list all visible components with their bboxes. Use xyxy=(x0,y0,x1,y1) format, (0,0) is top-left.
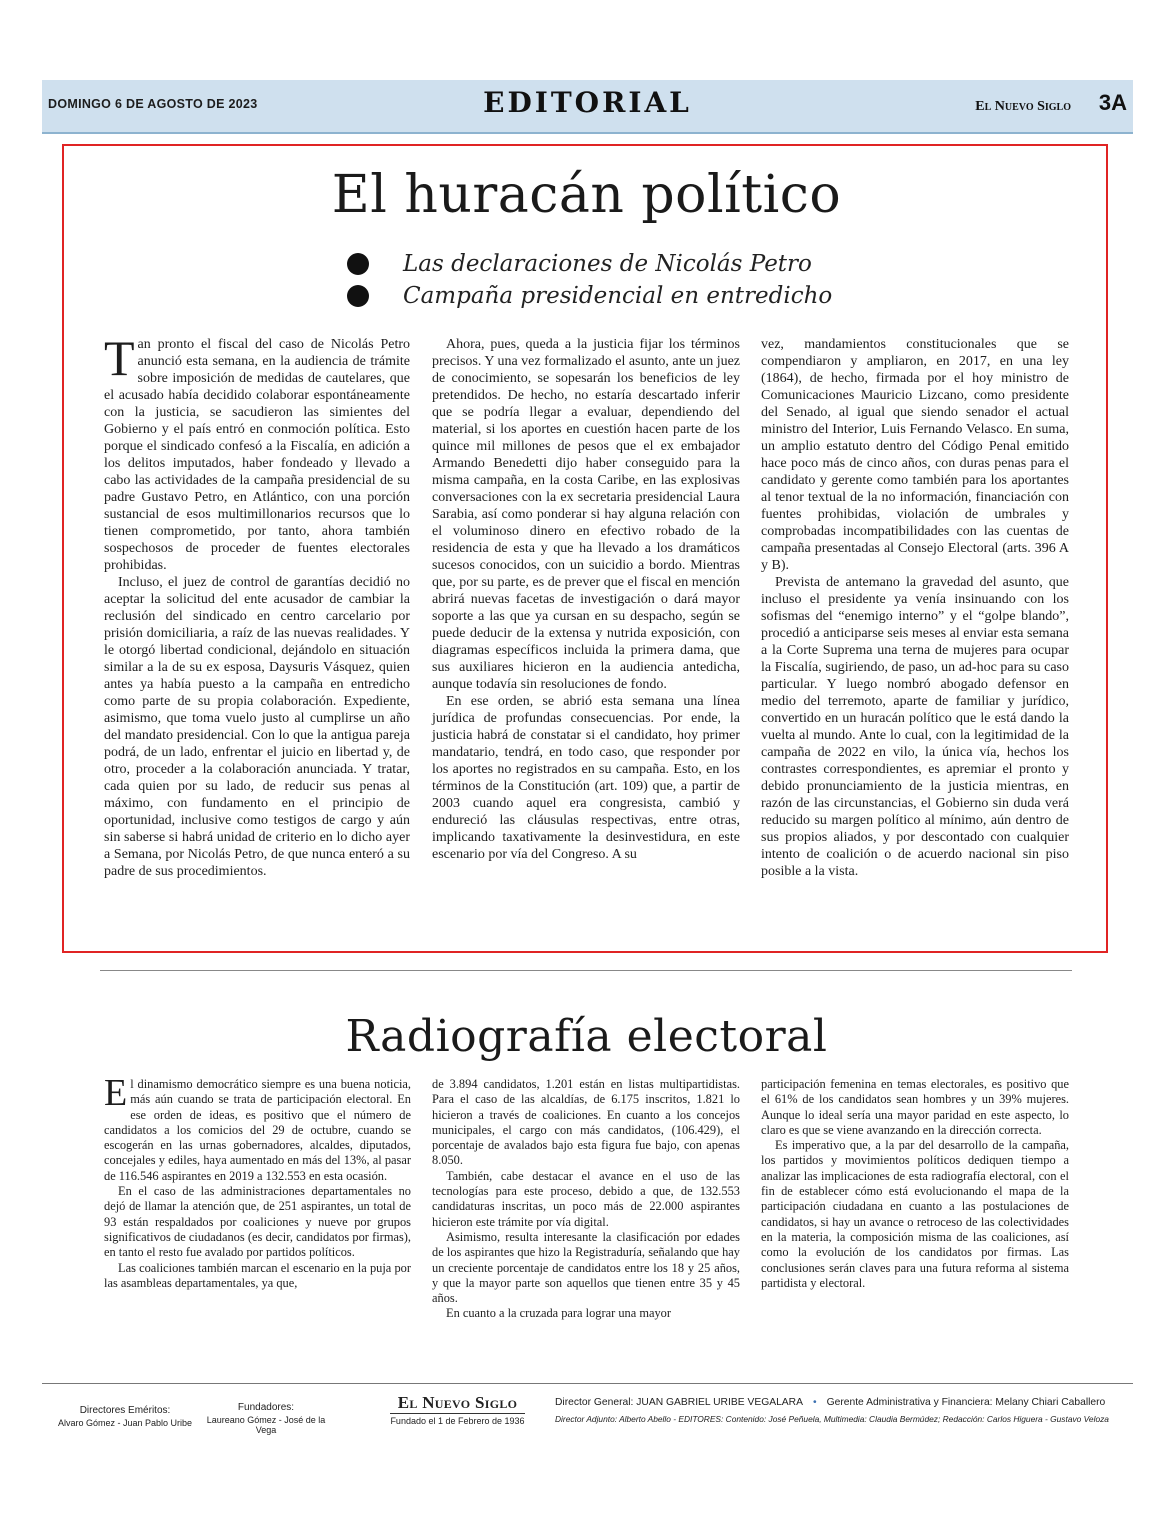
paragraph: Incluso, el juez de control de garantías decidió no aceptar la solicitud del ente acusador de cambiar la reclusión del sindicado en centro carcelario por prisión domiciliaria, a raíz de las nuevas realidades. Y le otorgó libertad condicional, dejándolo en situación similar a la de su ex esposa, Daysuris Vásquez, quien antes ya había puesto a la campaña en entredicho como parte de su propia colaboración. Expediente, asimismo, que toma vuelo justo al cumplirse un año del mandato presidencial. Con lo que la antigua pareja podrá, de un lado, enfrentar el juicio en libertad y, de otro, proceder a la colaboración anunciada. Y tratar, cada quien por su lado, de reducir sus penas al máximo, con fundamento en el principio de oportunidad, inclusive como testigos de cargo y aún sin saberse si habrá unidad de criterio en lo dicho ayer a Semana, por Nicolás Petro, de que nunca enteró a su padre de sus procedimientos. xyxy=(104,575,410,879)
footer-logo: El Nuevo Siglo xyxy=(390,1393,525,1414)
footer-names: Laureano Gómez - José de la Vega xyxy=(206,1415,326,1435)
newspaper-name: El Nuevo Siglo xyxy=(975,99,1071,114)
editorial-headline: Radiografía electoral xyxy=(345,1011,828,1062)
editorial-column-2 xyxy=(432,1077,740,1322)
editorial-column-3 xyxy=(761,336,1069,880)
drop-cap: T xyxy=(104,330,135,386)
paragraph: vez, mandamientos constitucionales que se compendiaron y ampliaron, en 2017, en una ley (1864), de hecho, firmada por el hoy ministro de Comunicaciones Mauricio Lizcano, como presidente del Senado, al igual que siendo senador el actual ministro del Interior, Luis Fernando Velasco. En suma, un amplio estatuto dentro del Código Penal emitido hace poco más de cinco años, con duras penas para el candidato y gerente como también para los aportantes al tenor textual de la no información, financiación con fuentes prohibidas, violación de umbrales y comprobadas incompatibilidades con las cuentas de campaña presentadas al Consejo Electoral (arts. 396 A y B). xyxy=(761,337,1069,573)
subtitle-text: Las declaraciones de Nicolás Petro xyxy=(403,251,812,277)
paragraph: En el caso de las administraciones departamentales no dejó de llamar la atención que, de 251 aspirantes, un total de 93 están respaldados por coaliciones y nueve por grupos significativos de ciudadanos (es decir, candidatos por firmas), en tanto el resto fue avalado por partidos políticos. xyxy=(104,1184,411,1260)
drop-cap: E xyxy=(104,1072,128,1114)
paragraph: También, cabe destacar el avance en el uso de las tecnologías para este proceso, debido a que, de 132.553 candidaturas inscritas, un poco más de 22.000 aspirantes hicieron este trámite por vía digital. xyxy=(432,1168,740,1229)
paragraph: de 3.894 candidatos, 1.201 están en listas multipartidistas. Para el caso de las alcaldías, de 6.175 inscritos, 1.821 lo hicieron a través de coaliciones. En cuanto a los concejos municipales, el cargo con más candidatos, (106.429), el porcentaje de avalados bajo esta figura fue bajo, con apenas 8.050. xyxy=(432,1077,740,1168)
director-general: Director General: JUAN GABRIEL URIBE VEGALARA xyxy=(555,1397,803,1408)
founders xyxy=(196,1402,336,1435)
footer-label: Fundadores: xyxy=(237,1402,295,1413)
footer-names: Alvaro Gómez - Juan Pablo Uribe xyxy=(57,1418,193,1428)
paragraph: participación femenina en temas electorales, es positivo que el 61% de los candidatos sean hombres y un 39% mujeres. Aunque lo ideal sería una mayor paridad en este aspecto, lo claro es que se viene avanzando en la dirección correcta. xyxy=(761,1077,1069,1137)
section-divider xyxy=(100,970,1072,971)
separator-dot-icon: • xyxy=(812,1397,817,1408)
paragraph: Ahora, pues, queda a la justicia fijar los términos precisos. Y una vez formalizado el asunto, ante un juez de conocimiento, se sopesarán los beneficios de ley pretendidos. De hecho, no estaría descartado inferir que se podría llegar a evaluar, dependiendo del material, si los aportes en cuestión hacen parte de los quince mil millones de pesos que el ex embajador Armando Benedetti dijo haber conseguido para la misma campaña, en la costa Caribe, en las explosivas conversaciones con la ex secretaria presidencial Laura Sarabia, así como ponderar si hay alguna relación con el voluminoso dinero en efectivo robado de la residencia de esta y que ha llevado a los dramáticos sucesos conocidos, con un suicidio a bordo. Mientras que, por su parte, es de prever que el fiscal en mención abrirá nuevas facetas de investigación o dará mayor soporte a las que ya cursan en su despacho, según se puede deducir de la extensa y nutrida exposición, con diagramas específicos incluida la primera dama, que sus auxiliares hicieron en la audiencia antedicha, aunque todavía sin resoluciones de fondo. xyxy=(432,337,741,692)
editorial-column-2 xyxy=(432,336,740,863)
paragraph: En ese orden, se abrió esta semana una línea jurídica de profundas consecuencias. Por ende, la justicia habrá de constatar si el candidato, hoy primer mandatario, tendrá, en todo caso, que responder por los aportes no registrados en su campaña. Esto, en los términos de la Constitución (art. 109) que, a partir de 2003 cuando aquel era congresista, cambió y endureció las cláusulas respectivas, entre otras, implicando taxativamente la desinvestidura, en este escenario por vía del Congreso. A su xyxy=(432,694,740,862)
paragraph: Tan pronto el fiscal del caso de Nicolás Petro anunció esta semana, en la audiencia de trámite sobre imposición de medidas de cautelares, que el acusado había decidido colaborar espontáneamente con la justicia, se sacudieron las simientes del Gobierno y el país entró en conmoción política. Esto porque el sindicado confesó a la Fiscalía, en adición a los delitos imputados, haber fondeado y llevado a cabo las actividades de la campaña presidencial de su padre Gustavo Petro, en Atlántico, con una porción sustancial de esos multimillonarios recursos que lo tienen comprometido, por tanto, ahora también sospechosos de proceder de fuentes electorales prohibidas. xyxy=(104,330,410,573)
founded-date: Fundado el 1 de Febrero de 1936 xyxy=(390,1416,525,1426)
subtitle-item xyxy=(343,248,832,280)
issue-date: DOMINGO 6 DE AGOSTO DE 2023 xyxy=(48,97,258,111)
staff-credits xyxy=(555,1397,1130,1424)
paragraph: El dinamismo democrático siempre es una buena noticia, más aún cuando se trata de participación electoral. En ese orden de ideas, es positivo que el número de candidatos a los comicios del 29 de octubre, cuando se escogerán en las urnas gobernadores, alcaldes, diputados, concejales y ediles, haya aumentado en más del 13%, al pasar de 116.546 aspirantes en 2019 a 132.553 en esta ocasión. xyxy=(104,1072,411,1183)
paragraph: Es imperativo que, a la par del desarrollo de la campaña, los partidos y movimientos políticos dediquen tiempo a analizar las implicaciones de esta radiografía electoral, con el fin de establecer cómo está evolucionando el mapa de la participación ciudadana en cuanto a las postulaciones de candidatos, si hay un avance o retroceso de las colectividades en la materia, la composición misma de las coaliciones, así como la evolución de los candidatos por firmas. Las conclusiones serán claves para una futura reforma al sistema partidista y electoral. xyxy=(761,1138,1069,1290)
footer-divider xyxy=(42,1383,1133,1384)
paragraph: Las coaliciones también marcan el escenario en la puja por las asambleas departamentales, ya que, xyxy=(104,1260,411,1290)
paragraph: Asimismo, resulta interesante la clasificación por edades de los aspirantes que hizo la Registraduría, señalando que hay un creciente porcentaje de candidatos entre los 18 y 25 años, y que la mayor parte son aquellos que tienen entre 35 y 45 años. xyxy=(432,1229,740,1306)
subtitle-item xyxy=(343,280,832,312)
staff-line-2: Director Adjunto: Alberto Abello - EDITORES: Contenido: José Peñuela, Multimedia: Claudia Bermúdez; Redacción: Carlos Higuera - Gustavo Veloza xyxy=(555,1414,1109,1424)
staff-line-1 xyxy=(555,1397,1130,1408)
footer-label: Directores Eméritos: xyxy=(79,1405,171,1416)
editorial-column-1 xyxy=(104,330,410,880)
editorial-column-1 xyxy=(104,1072,411,1291)
subtitle-text: Campaña presidencial en entredicho xyxy=(403,283,833,309)
footer-brand-block xyxy=(390,1393,525,1426)
section-header xyxy=(42,80,1133,134)
paragraph: Prevista de antemano la gravedad del asunto, que incluso el presidente ya venía insinuando con los sofismas del “enemigo interno” y el “golpe blando”, procedió a anticiparse seis meses al enviar esta semana a la Corte Suprema una terna de mujeres para ocupar la Fiscalía, sugiriendo, de paso, un ad-hoc para su caso particular. Y luego nombró abogado defensor en medio del terremoto, aparte de familiar y jurídico, convertido en un huracán político que le está dando la vuelta al mundo. Ante lo cual, con la legitimidad de la campaña de 2022 en vilo, la única vía, hechos los contrastes correspondientes, es apremiar el pronto y debido pronunciamiento de la justicia mientras, en razón de las circunstancias, el Gobierno sin duda verá reducido su margen político al mínimo, aún dentro de sus propios aliados, y por descontado con cualquier intento de coalición o de acuerdo nacional sin piso posible a la vista. xyxy=(761,575,1069,879)
editorial-subtitles xyxy=(343,248,832,312)
section-title: EDITORIAL xyxy=(483,86,692,119)
emeritus-directors xyxy=(50,1405,200,1428)
manager: Gerente Administrativa y Financiera: Melany Chiari Caballero xyxy=(826,1397,1106,1408)
page-number: 3A xyxy=(1098,90,1127,115)
editorial-headline: El huracán político xyxy=(331,165,842,225)
paragraph: En cuanto a la cruzada para lograr una mayor xyxy=(446,1306,671,1321)
bullet-icon xyxy=(347,253,369,275)
bullet-icon xyxy=(347,285,369,307)
editorial-column-3 xyxy=(761,1077,1069,1291)
